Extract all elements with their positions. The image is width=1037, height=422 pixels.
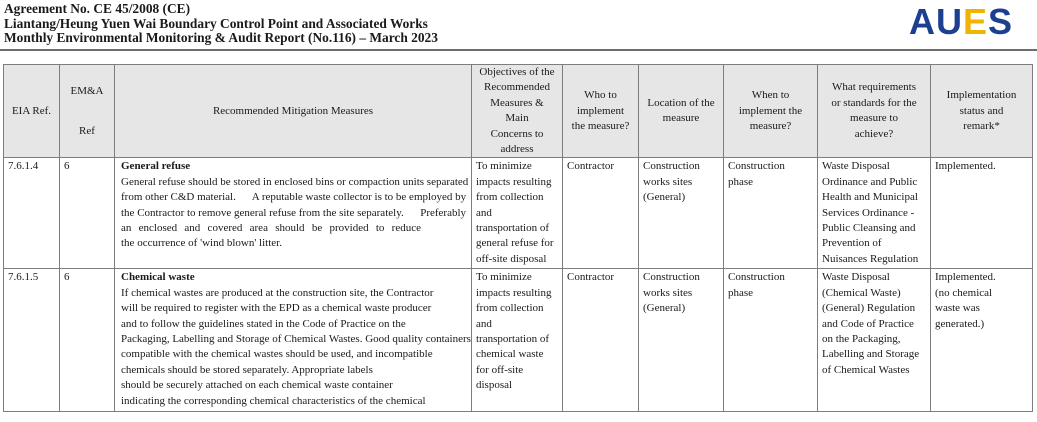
measure-title: General refuse bbox=[121, 160, 191, 173]
header-eia-ref: EIA Ref. bbox=[4, 65, 60, 158]
header-location: Location of the measure bbox=[639, 65, 724, 158]
requirements-cell: Waste Disposal Ordinance and Public Health and Municipal Services Ordinance - Public Cleansing and Prevention of Nuisances Regulation bbox=[818, 158, 931, 269]
eia-ref-cell: 7.6.1.5 bbox=[4, 269, 60, 412]
table-header-row bbox=[4, 65, 1033, 158]
logo-text-au: AU bbox=[908, 1, 963, 42]
mitigation-measures-table bbox=[3, 64, 1033, 412]
ema-ref-cell: 6 bbox=[60, 269, 115, 412]
when-cell: Construction phase bbox=[724, 269, 818, 412]
table-row bbox=[4, 158, 1033, 269]
report-header bbox=[4, 2, 438, 46]
header-mitigation-measures: Recommended Mitigation Measures bbox=[115, 65, 472, 158]
header-ema-ref: EM&A Ref bbox=[60, 65, 115, 158]
logo-text-e: E bbox=[962, 1, 988, 42]
location-cell: Construction works sites (General) bbox=[639, 158, 724, 269]
report-title-line: Monthly Environmental Monitoring & Audit Report (No.116) – March 2023 bbox=[4, 30, 438, 45]
mitigation-measure-cell: General refuse General refuse should be stored in enclosed bins or compaction units separated from other C&D material. A reputable waste collector is to be employed by the Contractor to remove general refuse from the site separately. Preferably an enclosed and covered area should be provided to reduce the occurrence of 'wind blown' litter. bbox=[115, 158, 472, 269]
header-divider bbox=[0, 49, 1037, 51]
header-objectives: Objectives of the Recommended Measures & Main Concerns to address bbox=[472, 65, 563, 158]
ema-ref-cell: 6 bbox=[60, 158, 115, 269]
requirements-cell: Waste Disposal (Chemical Waste) (General) Regulation and Code of Practice on the Packaging, Labelling and Storage of Chemical Wastes bbox=[818, 269, 931, 412]
aues-logo bbox=[909, 2, 1013, 42]
status-cell: Implemented. bbox=[931, 158, 1033, 269]
table-row bbox=[4, 269, 1033, 412]
header-who: Who to implement the measure? bbox=[563, 65, 639, 158]
measure-title: Chemical waste bbox=[121, 271, 195, 284]
location-cell: Construction works sites (General) bbox=[639, 269, 724, 412]
who-cell: Contractor bbox=[563, 158, 639, 269]
project-title-line: Liantang/Heung Yuen Wai Boundary Control Point and Associated Works bbox=[4, 15, 428, 31]
objectives-cell: To minimize impacts resulting from collection and transportation of chemical waste for off-site disposal bbox=[472, 269, 563, 412]
status-cell: Implemented. (no chemical waste was generated.) bbox=[931, 269, 1033, 412]
who-cell: Contractor bbox=[563, 269, 639, 412]
header-implementation-status: Implementation status and remark* bbox=[931, 65, 1033, 158]
logo-text-s: S bbox=[987, 1, 1013, 42]
objectives-cell: To minimize impacts resulting from collection and transportation of general refuse for off-site disposal bbox=[472, 158, 563, 269]
header-requirements: What requirements or standards for the measure to achieve? bbox=[818, 65, 931, 158]
eia-ref-cell: 7.6.1.4 bbox=[4, 158, 60, 269]
header-when: When to implement the measure? bbox=[724, 65, 818, 158]
when-cell: Construction phase bbox=[724, 158, 818, 269]
mitigation-measure-cell: Chemical waste If chemical wastes are produced at the construction site, the Contractor will be required to register with the EPD as a chemical waste producer and to follow the guidelines stated in the Code of Practice on the Packaging, Labelling and Storage of Chemical Wastes. Good quality containers compatible with the chemical wastes should be used, and incompatible chemicals should be stored separately. Appropriate labels should be securely attached on each chemical waste container indicating the corresponding chemical characteristics of the chemical bbox=[115, 269, 472, 412]
agreement-line: Agreement No. CE 45/2008 (CE) bbox=[4, 1, 191, 16]
